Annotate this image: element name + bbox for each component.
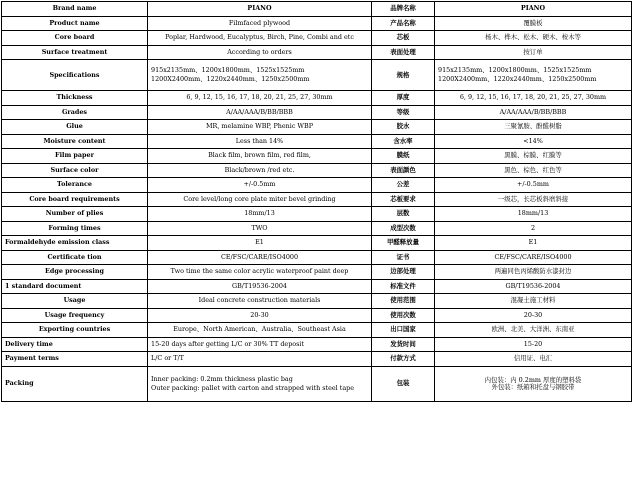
en-value [148,91,372,106]
en-label: Thickness [2,91,148,106]
en-value-line: E1 [255,238,264,247]
en-label: Glue [2,120,148,135]
en-value [148,178,372,193]
cn-value [435,366,632,401]
cn-value [435,236,632,251]
cn-value [435,60,632,91]
table-row [2,308,632,323]
cn-value [435,265,632,280]
cn-value-line: 外包装：纸箱和托盘与钢胶带 [491,382,575,391]
cn-label: 使用范围 [372,294,435,309]
en-value [148,149,372,164]
header-row [2,2,632,17]
cn-label: 芯板要求 [372,192,435,207]
en-value [148,265,372,280]
en-value [148,134,372,149]
en-value-line: Ideal concrete construction materials [198,296,321,305]
cn-value-line: 信用证、电汇 [513,354,553,363]
cn-value [435,163,632,178]
cn-label: 品牌名称 [372,2,435,17]
en-label: Forming times [2,221,148,236]
cn-label: 胶水 [372,120,435,135]
en-value [148,192,372,207]
en-label: Usage [2,294,148,309]
cn-value [435,31,632,46]
cn-value-line: 1200X2400mm、1220x2440mm、1250x2500mm [438,75,597,83]
en-value-line: L/C or T/T [151,354,184,363]
en-value-line: Outer packing: pallet with carton and strapped with steel tape [151,383,354,392]
en-value-line: According to orders [227,47,292,56]
cn-value-line: 15-20 [523,339,543,348]
cn-value-line: <14% [523,136,543,145]
cn-value-line: 内包装：内 0.2mm 厚度的塑料袋 [484,375,582,384]
en-value-line: Inner packing: 0.2mm thickness plastic bag [151,374,293,383]
cn-value-line: +/-0.5mm [517,180,549,189]
cn-value [435,192,632,207]
table-row [2,236,632,251]
cn-value-line: 欧洲、北美、大洋洲、东南亚 [491,325,575,334]
en-value [148,279,372,294]
cn-label: 成型次数 [372,221,435,236]
en-label: Surface color [2,163,148,178]
cn-value [435,323,632,338]
cn-label: 厚度 [372,91,435,106]
en-label: Product name [2,16,148,31]
en-label: Core board requirements [2,192,148,207]
en-label: Specifications [2,60,148,91]
table-row [2,221,632,236]
cn-value-line: 覆膜板 [523,18,543,27]
en-value [148,163,372,178]
cn-label: 标准文件 [372,279,435,294]
cn-value-line: 黑膜、棕膜、红膜等 [504,151,562,160]
table-row [2,323,632,338]
table-row [2,149,632,164]
en-value-line: TWO [251,223,268,232]
en-value-line: 15-20 days after getting L/C or 30% TT deposit [151,339,305,348]
en-label: Formaldehyde emission class [2,236,148,251]
cn-value [435,91,632,106]
en-label: Edge processing [2,265,148,280]
cn-value [435,352,632,367]
cn-value [435,149,632,164]
en-label: Packing [2,366,148,401]
cn-label: 证书 [372,250,435,265]
table-row [2,45,632,60]
cn-value [435,134,632,149]
en-value-line: 6, 9, 12, 15, 16, 17, 18, 20, 21, 25, 27, 30mm [186,93,333,102]
en-value [148,31,372,46]
cn-value-line: 915x2135mm、1200x1800mm、1525x1525mm [438,66,592,74]
en-value [148,250,372,265]
cn-label: 膜纸 [372,149,435,164]
cn-value [435,221,632,236]
en-value [148,294,372,309]
en-value-line: Europe、North American、Australia、Southeast Asia [173,325,346,334]
cn-value: PIANO [435,2,632,17]
en-value-line: A/AA/AAA/B/BB/BBB [226,107,293,116]
cn-value-line: 18mm/13 [517,209,549,218]
cn-value-line: CE/FSC/CARE/ISO4000 [494,252,572,261]
en-value [148,337,372,352]
en-value [148,16,372,31]
cn-value-line: 三聚氰胺、酚醛树脂 [504,122,562,131]
spec-table [1,1,632,402]
cn-label: 付款方式 [372,352,435,367]
en-value [148,120,372,135]
en-label: Tolerance [2,178,148,193]
cn-label: 公差 [372,178,435,193]
cn-label: 等级 [372,105,435,120]
en-value-line: Poplar, Hardwood, Eucalyptus, Birch, Pine, Combi and etc [165,33,354,42]
table-row [2,163,632,178]
cn-value [435,294,632,309]
table-row [2,279,632,294]
table-row [2,16,632,31]
en-label: Certificate tion [2,250,148,265]
en-label: 1 standard document [2,279,148,294]
en-value-line: Less than 14% [235,136,284,145]
en-label: Moisture content [2,134,148,149]
en-label: Brand name [2,2,148,17]
en-label: Payment terms [2,352,148,367]
table-row [2,366,632,401]
cn-value-line: 混凝土施工材料 [510,296,556,305]
en-value [148,366,372,401]
cn-label: 层数 [372,207,435,222]
cn-label: 芯板 [372,31,435,46]
table-row [2,352,632,367]
en-value-line: Core level/long core plate miter bevel grinding [183,194,336,203]
table-row [2,105,632,120]
en-value [148,352,372,367]
cn-label: 规格 [372,60,435,91]
en-value-line: 20-30 [250,310,269,319]
cn-value [435,16,632,31]
cn-value [435,45,632,60]
cn-label: 边部处理 [372,265,435,280]
cn-value-line: A/AA/AAA/B/BB/BBB [499,107,567,116]
table-row [2,294,632,309]
cn-value [435,207,632,222]
table-row [2,120,632,135]
cn-value-line: 两遍同色丙烯酸防水漆封边 [494,267,572,276]
cn-value [435,279,632,294]
table-row [2,265,632,280]
cn-label: 表面颜色 [372,163,435,178]
cn-label: 发货时间 [372,337,435,352]
cn-value [435,178,632,193]
en-label: Number of plies [2,207,148,222]
en-value-line: Two time the same color acrylic waterproof paint deep [170,267,349,276]
en-label: Surface treatment [2,45,148,60]
cn-label: 使用次数 [372,308,435,323]
cn-value-line: 6, 9, 12, 15, 16, 17, 18, 20, 21, 25, 27, 30mm [459,93,607,102]
en-value-line: MR, melamine WBP, Phenic WBP [205,122,313,131]
cn-value-line: 按订单 [523,47,543,56]
table-row [2,192,632,207]
table-row [2,31,632,46]
en-value [148,308,372,323]
cn-label: 出口国家 [372,323,435,338]
cn-value-line: 2 [530,223,536,232]
table-row [2,178,632,193]
en-value [148,323,372,338]
table-row [2,60,632,91]
en-value: PIANO [148,2,372,17]
table-row [2,91,632,106]
en-value [148,221,372,236]
cn-value-line: 一级芯，长芯板斜磨斜接 [497,194,569,203]
cn-value-line: 黑色、棕色、红色等 [504,165,562,174]
cn-value [435,105,632,120]
cn-value-line: 20-30 [523,310,543,319]
en-label: Core board [2,31,148,46]
cn-label: 产品名称 [372,16,435,31]
cn-value [435,120,632,135]
en-value [148,105,372,120]
cn-value-line: 杨木、桦木、松木、硬木、桉木等 [485,33,581,42]
cn-value [435,308,632,323]
cn-label: 含水率 [372,134,435,149]
en-value-line: 18mm/13 [244,209,275,218]
en-value-line: Filmfaced plywood [228,18,291,27]
en-label: Grades [2,105,148,120]
en-value-line: CE/FSC/CARE/ISO4000 [220,252,299,261]
table-row [2,134,632,149]
cn-value-line: E1 [528,238,538,247]
table-row [2,207,632,222]
en-value [148,45,372,60]
en-label: Usage frequency [2,308,148,323]
en-label: Delivery time [2,337,148,352]
en-value [148,207,372,222]
en-value [148,60,372,91]
cn-value-line: GB/T19536-2004 [505,281,561,290]
en-value-line: 915x2135mm、1200x1800mm、1525x1525mm [151,66,305,74]
cn-label: 表面处理 [372,45,435,60]
en-value-line: 1200X2400mm、1220x2440mm、1250x2500mm [151,75,310,83]
en-value-line: GB/T19536-2004 [232,281,287,290]
cn-value [435,337,632,352]
table-row [2,337,632,352]
cn-label: 甲醛释放量 [372,236,435,251]
en-label: Exporting countries [2,323,148,338]
cn-label: 包装 [372,366,435,401]
en-value-line: +/-0.5mm [243,180,276,189]
cn-value [435,250,632,265]
en-value-line: Black/brown /red etc. [224,165,295,174]
en-label: Film paper [2,149,148,164]
table-row [2,250,632,265]
en-value-line: Black film, brown film, red film, [208,151,311,160]
en-value [148,236,372,251]
